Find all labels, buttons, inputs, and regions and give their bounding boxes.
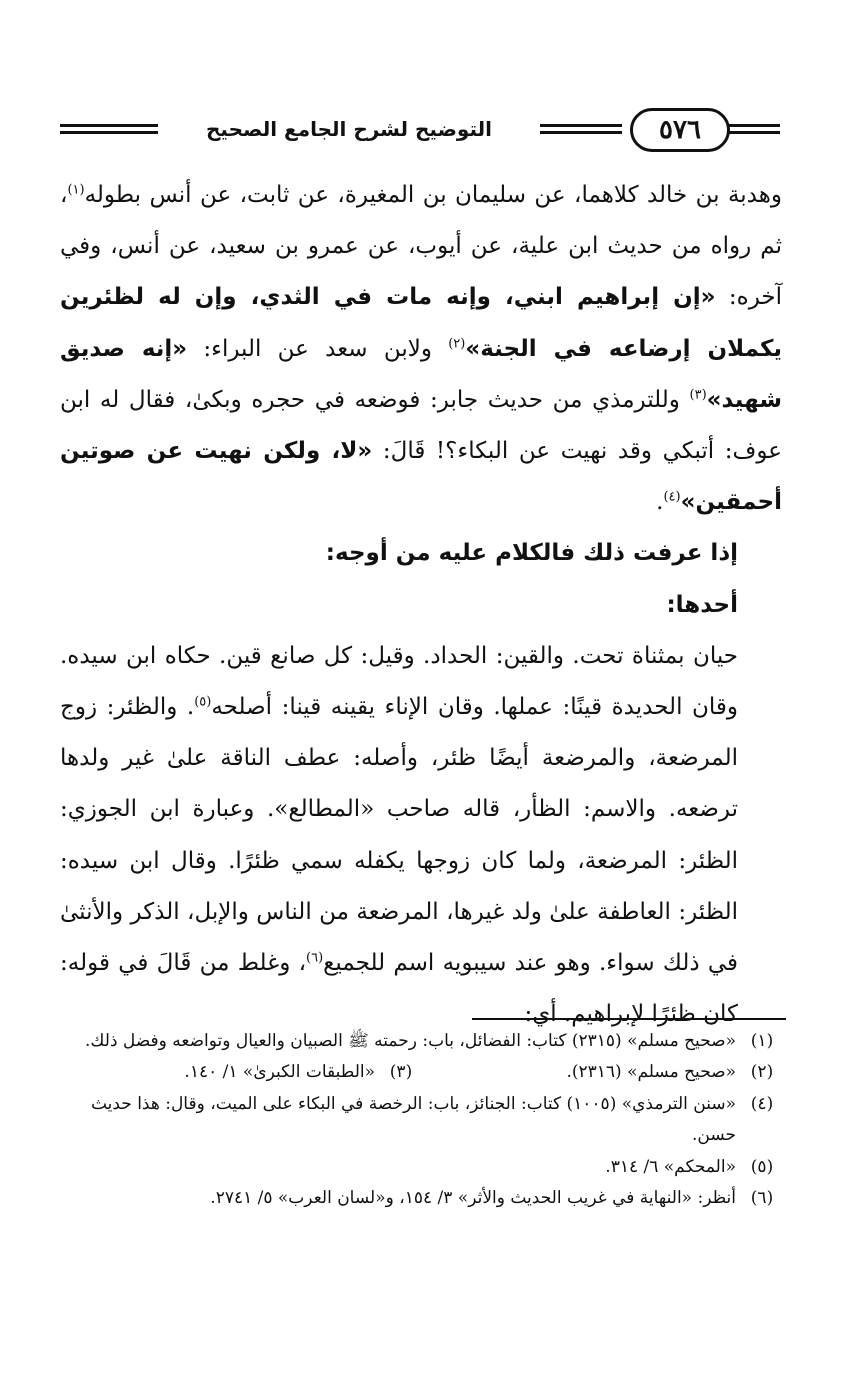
- page-number-rule: [726, 124, 780, 134]
- footnote-ref-2[interactable]: (٢): [448, 335, 466, 351]
- paragraph-commentary: [60, 631, 782, 1041]
- hadith-quote: «إنه صديق شهيد»: [60, 335, 782, 413]
- header-rule-right: [540, 124, 622, 134]
- text-run: ولابن سعد عن البراء:: [187, 335, 449, 362]
- hadith-quote: «لا، ولكن نهيت عن صوتين أحمقين»: [60, 438, 782, 516]
- text-run: . والظئر: زوج المرضعة، والمرضعة أيضًا ظئر، وأصله: عطف الناقة علىٰ غير ولدها ترضعه. والاسم: الظأر، قاله صاحب «المطالع». وعبارة ابن الجوزي: الظئر: المرضعة، ولما كان زوجها يكفله سمي ظئرًا. وقال ابن سيده: الظئر: العاطفة علىٰ ولد غيرها، المرضعة من الناس والإبل، الذكر والأنثىٰ في ذلك سواء. وهو عند سيبويه اسم للجميع: [60, 694, 738, 977]
- footnote-text: أنظر: «النهاية في غريب الحديث والأثر» ٣/ ١٥٤، و«لسان العرب» ٥/ ٢٧٤١.: [210, 1188, 736, 1209]
- header-rule-left: [60, 124, 158, 134]
- footnotes: [60, 1026, 782, 1214]
- footnote-3: [60, 1057, 421, 1088]
- text-run: وهدبة بن خالد كلاهما، عن سليمان بن المغيرة، عن ثابت، عن أنس بطوله: [84, 182, 782, 208]
- text-run: وللترمذي من حديث جابر: فوضعه في حجره وبكىٰ، فقال له ابن عوف: أتبكي وقد نهيت عن البكاء؟! قَالَ:: [60, 386, 783, 465]
- body-text: [60, 170, 782, 1040]
- footnote-number: (٢): [750, 1062, 774, 1083]
- footnote-ref-4[interactable]: (٤): [663, 489, 681, 505]
- text-run: حيان بمثناة تحت. والقين: الحداد. وقيل: كل صانع قين. حكاه ابن سيده. وقان الحديدة قينًا: عملها. وقان الإناء يقينه قينا: أصلحه: [60, 642, 738, 721]
- footnote-text: «الطبقات الكبرىٰ» ١/ ١٤٠.: [184, 1062, 375, 1083]
- footnote-row: [60, 1057, 782, 1088]
- footnote-text: «المحكم» ٦/ ٣١٤.: [605, 1156, 736, 1177]
- footnote-number: (٤): [750, 1093, 774, 1114]
- footnote-ref-1[interactable]: (١): [67, 182, 85, 198]
- footnote-text: «سنن الترمذي» (١٠٠٥) كتاب: الجنائز، باب: الرخصة في البكاء على الميت، وقال: هذا حديث حسن.: [90, 1093, 736, 1146]
- running-title: التوضيح لشرح الجامع الصحيح: [206, 117, 492, 141]
- text-run: ، ثم رواه من حديث ابن علية، عن أيوب، عن عمرو بن سعيد، عن أنس، وفي آخره:: [60, 182, 782, 311]
- footnote-ref-6[interactable]: (٦): [306, 950, 324, 966]
- footnote-number: (٣): [389, 1062, 413, 1083]
- footnote-ref-3[interactable]: (٣): [689, 387, 707, 403]
- footnote-4: [60, 1089, 782, 1152]
- footnote-separator: [472, 1018, 786, 1020]
- text-run: ، وغلط من قَالَ في قوله: كان ظئرًا لإبراهيم. أي:: [60, 950, 738, 1028]
- footnote-text: «صحيح مسلم» (٢٣١٦).: [566, 1062, 736, 1083]
- running-header: [60, 108, 780, 154]
- section-heading: أحدها:: [666, 591, 738, 618]
- footnote-1: [60, 1026, 782, 1057]
- footnote-number: (١): [750, 1031, 774, 1051]
- footnote-text: «صحيح مسلم» (٢٣١٥) كتاب: الفضائل، باب: رحمته ﷺ الصبيان والعيال وتواضعه وفضل ذلك.: [85, 1031, 736, 1051]
- footnote-6: [60, 1183, 782, 1214]
- footnote-5: [60, 1152, 782, 1183]
- footnote-number: (٥): [750, 1156, 774, 1177]
- hadith-quote: «إن إبراهيم ابني، وإنه مات في الثدي، وإن له لظئرين يكملان إرضاعه في الجنة»: [60, 284, 782, 362]
- footnote-ref-5[interactable]: (٥): [194, 694, 212, 710]
- paragraph-hadith: [60, 170, 782, 528]
- page-number: ٥٧٦: [630, 108, 730, 152]
- footnote-2: [421, 1057, 782, 1088]
- text-run: .: [656, 489, 664, 516]
- section-intro: إذا عرفت ذلك فالكلام عليه من أوجه:: [325, 540, 738, 567]
- footnote-number: (٦): [750, 1188, 774, 1209]
